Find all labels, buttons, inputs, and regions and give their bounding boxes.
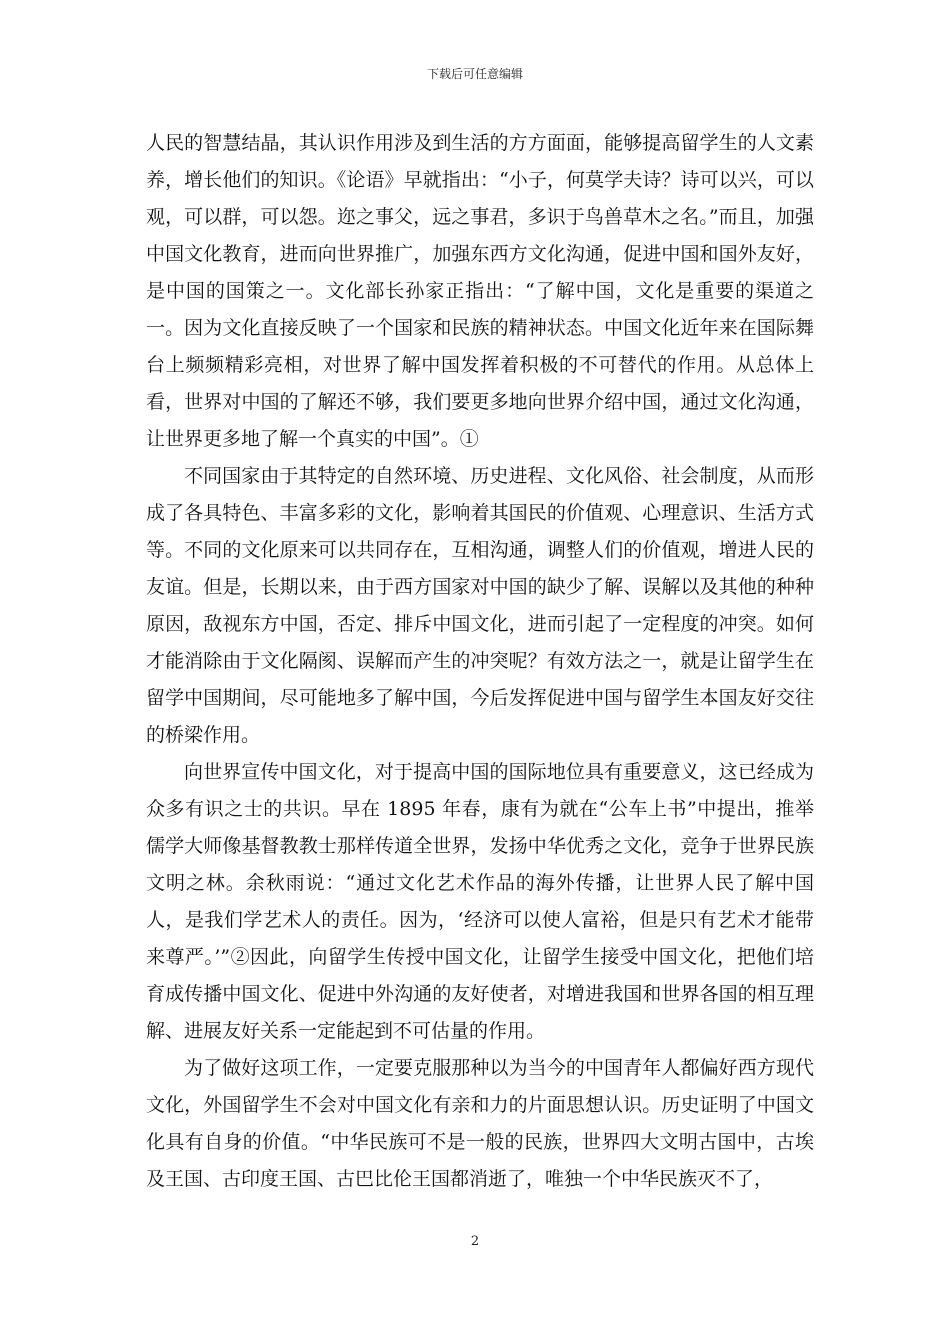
- paragraph-4: 为了做好这项工作，一定要克服那种以为当今的中国青年人都偏好西方现代文化，外国留学生不会对中国文化有亲和力的片面思想认识。历史证明了中国文化具有自身的价值。“中华民族可不是一般的民族，世界四大文明古国中，古埃及王国、古印度王国、古巴比伦王国都消逝了，唯独一个中华民族灭不了，: [146, 1057, 814, 1190]
- paragraph-3: 向世界宣传中国文化，对于提高中国的国际地位具有重要意义，这已经成为众多有识之士的共识。早在 1895 年春，康有为就在“公车上书”中提出，推举儒学大师像基督教教士那样传道全世界，发扬中华优秀之文化，竞争于世界民族文明之林。余秋雨说：“通过文化艺术作品的海外传播，让世界人民了解中国人，是我们学艺术人的责任。因为，‘经济可以使人富裕，但是只有艺术才能带来尊严。’”②因此，向留学生传授中国文化，让留学生接受中国文化，把他们培育成传播中国文化、促进中外沟通的友好使者，对增进我国和世界各国的相互理解、进展友好关系一定能起到不可估量的作用。: [146, 761, 814, 1042]
- page-number: 2: [470, 1234, 480, 1249]
- paragraph-2: 不同国家由于其特定的自然环境、历史进程、文化风俗、社会制度，从而形成了各具特色、丰富多彩的文化，影响着其国民的价值观、心理意识、生活方式等。不同的文化原来可以共同存在，互相沟通，调整人们的价值观，增进人民的友谊。但是，长期以来，由于西方国家对中国的缺少了解、误解以及其他的种种原因，敌视东方中国，否定、排斥中国文化，进而引起了一定程度的冲突。如何才能消除由于文化隔阂、误解而产生的冲突呢？有效方法之一，就是让留学生在留学中国期间，尽可能地多了解中国，今后发挥促进中国与留学生本国友好交往的桥梁作用。: [146, 465, 814, 746]
- body-text: [146, 125, 814, 1198]
- paragraph-1: 人民的智慧结晶，其认识作用涉及到生活的方方面面，能够提高留学生的人文素养，增长他们的知识。《论语》早就指出：“小子，何莫学夫诗？诗可以兴，可以观，可以群，可以怨。迩之事父，远之事君，多识于鸟兽草木之名。”而且，加强中国文化教育，进而向世界推广，加强东西方文化沟通，促进中国和国外友好，是中国的国策之一。文化部长孙家正指出：“了解中国，文化是重要的渠道之一。因为文化直接反映了一个国家和民族的精神状态。中国文化近年来在国际舞台上频频精彩亮相，对世界了解中国发挥着积极的不可替代的作用。从总体上看，世界对中国的了解还不够，我们要更多地向世界介绍中国，通过文化沟通，让世界更多地了解一个真实的中国”。①: [146, 132, 814, 450]
- page-header: 下载后可任意编辑: [426, 67, 523, 81]
